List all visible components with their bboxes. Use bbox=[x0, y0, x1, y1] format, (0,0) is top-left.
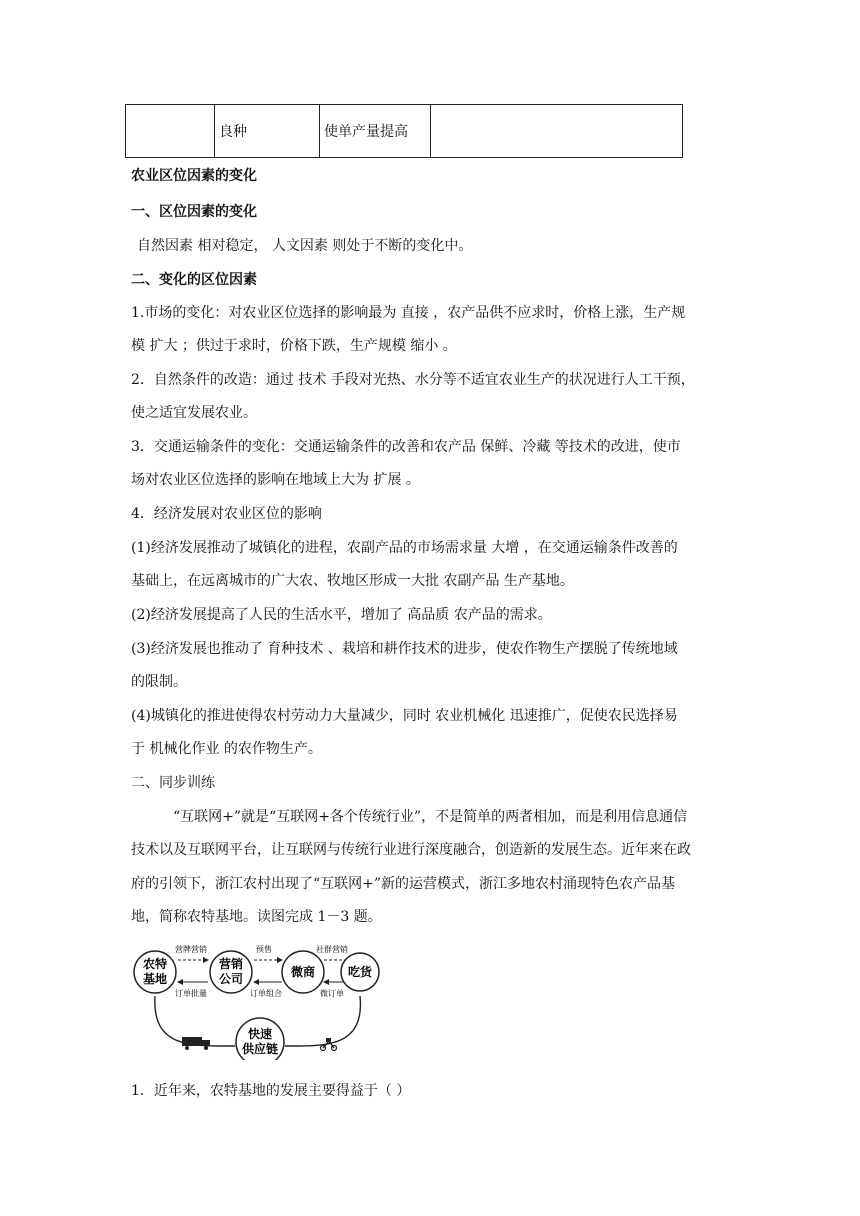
main-heading: 农业区位因素的变化 bbox=[131, 168, 257, 184]
paragraph-line: (2)经济发展提高了人民的生活水平，增加了 高品质 农产品的需求。 bbox=[131, 607, 552, 623]
node-base-label-1: 农特 bbox=[142, 957, 168, 971]
paragraph-line: 于 机械化作业 的农作物生产。 bbox=[131, 741, 322, 757]
paragraph-line: 场对农业区位选择的影响在地域上大为 扩展 。 bbox=[131, 472, 420, 488]
paragraph: 自然因素 相对稳定， 人文因素 则处于不断的变化中。 bbox=[137, 238, 473, 254]
node-foodie-label: 吃货 bbox=[347, 965, 373, 979]
table-cell bbox=[126, 105, 215, 158]
section-title: 二、同步训练 bbox=[131, 775, 215, 791]
edge-label-micro-order: 微订单 bbox=[320, 989, 344, 998]
section-title: 一、区位因素的变化 bbox=[131, 204, 257, 220]
paragraph-line: 府的引领下，浙江农村出现了“互联网+”新的运营模式，浙江多地农村涌现特色农产品基 bbox=[131, 876, 676, 892]
paragraph-line: “互联网+”就是“互联网+各个传统行业”，不是简单的两者相加，而是利用信息通信 bbox=[173, 809, 688, 825]
table-cell bbox=[431, 105, 683, 158]
paragraph-line: 基础上，在远离城市的广大农、牧地区形成一大批 农副产品 生产基地。 bbox=[131, 573, 574, 589]
crop-table bbox=[125, 104, 683, 158]
paragraph-line: 2．自然条件的改造：通过 技术 手段对光热、水分等不适宜农业生产的状况进行人工干预， bbox=[131, 372, 695, 388]
node-base-label-2: 基地 bbox=[142, 972, 168, 986]
paragraph-line: 技术以及互联网平台，让互联网与传统行业进行深度融合，创造新的发展生态。近年来在政 bbox=[131, 842, 691, 858]
edge-label-order-combo: 订单组合 bbox=[250, 989, 282, 998]
paragraph-line: (1)经济发展推动了城镇化的进程，农副产品的市场需求量 大增 ，在交通运输条件改善的 bbox=[131, 540, 678, 556]
table-cell: 使单产量提高 bbox=[320, 105, 431, 158]
edge-label-presale: 预售 bbox=[256, 945, 272, 954]
paragraph-line: 3．交通运输条件的变化：交通运输条件的改善和农产品 保鲜、冷藏 等技术的改进，使市 bbox=[131, 439, 681, 455]
paragraph-line: 1.市场的变化：对农业区位选择的影响最为 直接 ，农产品供不应求时，价格上涨，生产规 bbox=[131, 305, 686, 321]
edge-label-community-marketing: 社群营销 bbox=[316, 945, 348, 954]
truck-icon bbox=[182, 1037, 210, 1050]
question-1: 1．近年来，农特基地的发展主要得益于（ ） bbox=[131, 1083, 411, 1099]
paragraph-line: 的限制。 bbox=[131, 674, 187, 690]
node-wechat-label: 微商 bbox=[290, 965, 316, 979]
node-marketing-label-1: 营销 bbox=[218, 957, 244, 971]
paragraph-line: (3)经济发展也推动了 育种技术 、栽培和耕作技术的进步，使农作物生产摆脱了传统地域 bbox=[131, 641, 678, 657]
paragraph-line: 模 扩大 ；供过于求时，价格下跌，生产规模 缩小 。 bbox=[131, 338, 457, 354]
table-cell: 良种 bbox=[215, 105, 320, 158]
supply-loop-right bbox=[285, 996, 360, 1046]
node-supply-label-1: 快速 bbox=[247, 1027, 273, 1041]
node-marketing-label-2: 公司 bbox=[218, 972, 244, 986]
edge-label-brand-marketing: 营牌营销 bbox=[175, 945, 207, 954]
edge-label-order-batch: 订单批量 bbox=[175, 989, 207, 998]
paragraph-line: 4．经济发展对农业区位的影响 bbox=[131, 506, 322, 522]
paragraph-line: 地，简称农特基地。读图完成 1－3 题。 bbox=[131, 909, 382, 925]
paragraph-line: (4)城镇化的推进使得农村劳动力大量减少，同时 农业机械化 迅速推广，促使农民选择易 bbox=[131, 708, 678, 724]
table-row bbox=[126, 105, 683, 158]
node-supply-label-2: 供应链 bbox=[241, 1042, 279, 1056]
internet-plus-diagram bbox=[130, 938, 380, 1060]
paragraph-line: 使之适宜发展农业。 bbox=[131, 405, 257, 421]
section-title: 二、变化的区位因素 bbox=[131, 272, 257, 288]
